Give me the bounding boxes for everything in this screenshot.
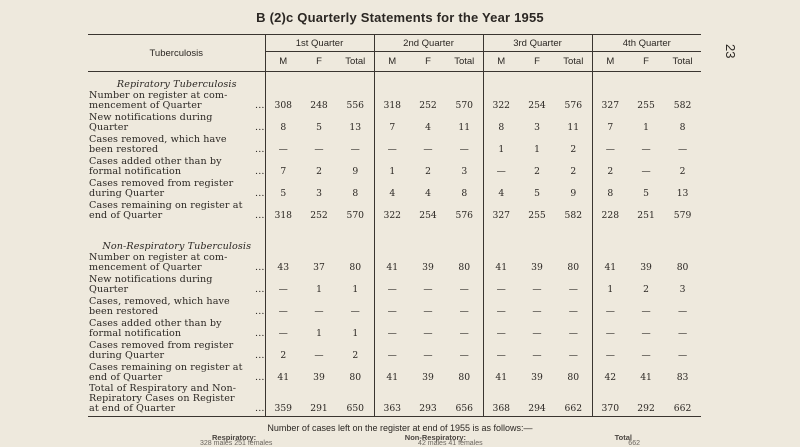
table-cell: 1 [374,156,410,178]
table-cell: 41 [483,362,519,384]
row-label: Cases added other than by formal notification ... [89,318,265,339]
table-cell: 80 [567,262,580,273]
table-cell: — [532,306,542,317]
row-label: New notifications during Quarter ... [89,274,265,295]
sub-header: Total [555,52,592,72]
table-cell: 322 [374,200,410,222]
sub-header: M [265,52,301,72]
table-cell: 2 [679,166,686,177]
table-row [88,112,701,134]
table-cell: — [592,134,628,156]
table-cell: 582 [564,210,583,221]
row-label: New notifications during Quarter ... [89,112,265,133]
sub-header: M [374,52,410,72]
table-cell: 327 [592,90,628,112]
row-label: Cases removed, which have been restored ... [89,134,265,155]
page-number: 23 [723,44,738,59]
table-cell: 41 [374,252,410,274]
table-cell: 327 [483,200,519,222]
table-cell: — [265,318,301,340]
table-cell: 363 [374,384,410,417]
table-cell: — [374,134,410,156]
table-cell: — [483,340,519,362]
sub-header: F [519,52,555,72]
table-cell: 2 [425,166,431,177]
table-cell: 1 [643,122,649,133]
table-cell: — [314,306,324,317]
table-cell: 9 [570,188,577,199]
table-cell: — [265,274,301,296]
quarter-header: 2nd Quarter [374,35,483,52]
row-label-line: mencement of Quarter [89,262,202,273]
table-cell: 80 [458,262,471,273]
table-cell: 41 [592,252,628,274]
table-cell: 576 [564,100,583,111]
table-cell: 39 [313,372,325,383]
row-label: Cases, removed, which have been restored ... [89,296,265,317]
table-cell: — [374,296,410,318]
table-row [88,340,701,362]
table-cell: — [568,328,578,339]
table-cell: 39 [422,372,434,383]
table-cell: 292 [628,384,664,417]
table-cell: — [592,340,628,362]
table-cell: 252 [419,100,437,111]
row-label-line: New notifications during [89,274,213,285]
table-cell: 8 [461,188,468,199]
row-label-line: Total of Respiratory and Non- [89,383,237,394]
row-label-line: Cases removed, which have [89,134,227,145]
table-cell: 318 [265,200,301,222]
table-cell: 80 [567,372,580,383]
table-cell: 3 [679,284,686,295]
table-cell: 2 [352,350,359,361]
table-cell: 80 [349,262,362,273]
sub-header: F [410,52,446,72]
table-row [88,252,701,274]
table-cell: 39 [531,262,543,273]
row-label-line: Cases added other than by [89,156,222,167]
table-cell: — [423,328,433,339]
row-label: Cases remaining on register at end of Quarter ... [89,362,265,383]
table-cell: 291 [301,384,337,417]
table-cell: 1 [534,144,540,155]
table-cell: — [350,144,360,155]
table-cell: 2 [570,144,577,155]
table-cell: 8 [679,122,686,133]
row-label-line: formal notification [89,328,182,339]
footer-value: 662 [628,440,640,447]
row-label: Total of Respiratory and Non- Repiratory Cases on Register at end of Quarter ... [88,384,265,417]
table-cell: 43 [265,252,301,274]
row-label-line: been restored [89,144,159,155]
table-cell: 42 [592,362,628,384]
footer-value: 328 males 251 females [200,440,273,447]
section-title: Non-Respiratory Tuberculosis [102,241,252,252]
table-cell: 37 [313,262,325,273]
table-cell: 5 [534,188,540,199]
table-cell: 1 [316,284,322,295]
table-cell: — [641,306,651,317]
table-cell: 41 [374,362,410,384]
table-cell: 252 [310,210,328,221]
table-cell: — [423,350,433,361]
table-cell: — [592,318,628,340]
table-cell: 1 [483,134,519,156]
table-cell: 80 [676,262,689,273]
footer-values [200,440,640,447]
table-cell: 8 [265,112,301,134]
table-cell: 251 [637,210,655,221]
table-cell: — [374,274,410,296]
table-cell: 11 [458,122,471,133]
row-label: Cases removed from register during Quarter ... [89,340,265,361]
table-cell: — [459,350,469,361]
table-row [88,296,701,318]
table-cell: 13 [676,188,689,199]
table-cell: 80 [349,372,362,383]
row-label-line: formal notification [89,166,182,177]
row-label: Number on register at com- mencement of Quarter ... [89,252,265,273]
table-cell: — [265,134,301,156]
table-cell: — [374,340,410,362]
table-cell: 39 [422,262,434,273]
table-row [88,90,701,112]
table-cell: 83 [676,372,689,383]
table-cell: — [677,144,688,155]
table-cell: 4 [374,178,410,200]
table-cell: — [677,350,688,361]
table-cell: 662 [664,384,701,417]
table-cell: — [423,144,433,155]
table-cell: 3 [461,166,468,177]
row-label-line: Quarter [89,122,129,133]
footer-col: Non-Respiratory: [404,433,467,442]
table-cell: 1 [316,328,322,339]
quarter-header: 3rd Quarter [483,35,592,52]
table-cell: 294 [519,384,555,417]
table-cell: 359 [265,384,301,417]
footer-note: Number of cases left on the register at end of 1955 is as follows:— [267,423,533,433]
table-cell: — [641,350,651,361]
quarter-header: 1st Quarter [265,35,374,52]
table-cell: 650 [337,384,374,417]
table-cell: — [641,328,651,339]
table-cell: — [483,274,519,296]
table-cell: — [641,144,651,155]
table-cell: 3 [534,122,540,133]
total-row [88,384,701,417]
table-cell: 7 [592,112,628,134]
table-cell: 5 [643,188,649,199]
table-cell: 8 [483,112,519,134]
quarterly-statements-table [88,34,701,417]
table-row [88,200,701,222]
table-cell: 2 [570,166,577,177]
table-cell: 248 [310,100,328,111]
table-cell: — [677,328,688,339]
row-label-line: been restored [89,306,159,317]
sub-header: Total [446,52,483,72]
table-cell: 9 [352,166,359,177]
table-cell: 7 [265,156,301,178]
table-cell: 7 [374,112,410,134]
table-cell: — [459,328,469,339]
table-cell: 308 [265,90,301,112]
sub-header: Total [664,52,701,72]
page-title: B (2)c Quarterly Statements for the Year 1955 [256,10,544,25]
table-row [88,274,701,296]
row-label-line: Number on register at com- [89,252,228,263]
table-cell: — [677,306,688,317]
table-cell: — [374,318,410,340]
table-cell: 570 [346,210,365,221]
table-cell: 370 [592,384,628,417]
sub-header: Total [337,52,374,72]
quarter-header: 4th Quarter [592,35,701,52]
section-title: Repiratory Tuberculosis [116,79,237,90]
table-cell: 254 [419,210,437,221]
table-cell: — [459,306,469,317]
table-cell: — [459,144,469,155]
row-label-line: end of Quarter [89,210,163,221]
row-label-line: during Quarter [89,188,165,199]
table-cell: — [483,156,519,178]
row-label-line: Cases remaining on register at [89,362,243,373]
table-cell: 656 [446,384,483,417]
table-cell: — [423,284,433,295]
table-cell: — [568,350,578,361]
footer-value: 42 males 41 females [418,440,483,447]
table-cell: 2 [316,166,322,177]
table-cell: 3 [316,188,322,199]
table-cell: 5 [316,122,322,133]
row-label-header: Tuberculosis [88,35,265,72]
footer-col: Respiratory: [212,433,257,442]
row-label-line: during Quarter [89,350,165,361]
row-label-line: Quarter [89,284,129,295]
table-cell: 2 [592,156,628,178]
sub-header: F [628,52,664,72]
table-cell: — [483,318,519,340]
table-cell: — [568,306,578,317]
table-cell: 368 [483,384,519,417]
table-cell: 8 [352,188,359,199]
table-cell: 556 [346,100,365,111]
table-cell: 579 [673,210,692,221]
row-label-line: Cases remaining on register at [89,200,243,211]
row-label-line: New notifications during [89,112,213,123]
table-cell: — [641,166,651,177]
row-label-line: Cases, removed, which have [89,296,230,307]
table-cell: 582 [673,100,692,111]
row-label-line: Number on register at com- [89,90,228,101]
table-cell: 1 [352,284,359,295]
row-label-line: Repiratory Cases on Register [89,393,235,404]
table-cell: 80 [458,372,471,383]
table-row [88,362,701,384]
table-cell: — [592,296,628,318]
table-cell: 322 [483,90,519,112]
table-cell: — [350,306,360,317]
table-cell: 4 [425,188,431,199]
table-cell: 576 [455,210,474,221]
row-label-line: mencement of Quarter [89,100,202,111]
row-label: Cases added other than by formal notification ... [89,156,265,177]
row-label-line: Cases removed from register [89,340,234,351]
table-cell: 4 [425,122,431,133]
table-cell: 13 [349,122,362,133]
table-row [88,178,701,200]
row-label-line: Cases added other than by [89,318,222,329]
table-cell: 4 [483,178,519,200]
table-cell: 5 [265,178,301,200]
table-cell: 8 [592,178,628,200]
table-cell: — [459,284,469,295]
table-cell: 662 [555,384,592,417]
row-label: Cases remaining on register at end of Quarter ... [89,200,265,221]
table-cell: 1 [592,274,628,296]
row-label: Number on register at com- mencement of Quarter ... [89,90,265,111]
table-cell: 39 [640,262,652,273]
table-cell: 2 [534,166,540,177]
sub-header: M [592,52,628,72]
table-cell: 254 [528,100,546,111]
sub-header: F [301,52,337,72]
table-cell: 41 [483,252,519,274]
table-cell: — [265,296,301,318]
table-row [88,134,701,156]
table-cell: 2 [643,284,649,295]
footer-col: Total [614,433,632,442]
row-label-line: end of Quarter [89,372,163,383]
table-cell: — [532,328,542,339]
table-row [88,156,701,178]
table-cell: 255 [637,100,655,111]
table-cell: — [423,306,433,317]
table-cell: 41 [265,362,301,384]
sub-header: M [483,52,519,72]
row-label-line: at end of Quarter [89,403,176,414]
table-cell: 318 [374,90,410,112]
table-cell: 570 [455,100,474,111]
table-cell: 2 [265,340,301,362]
table-cell: 41 [640,372,652,383]
table-cell: 1 [352,328,359,339]
table-cell: 228 [592,200,628,222]
table-cell: 39 [531,372,543,383]
table-cell: — [483,296,519,318]
table-cell: — [568,284,578,295]
table-cell: 255 [528,210,546,221]
table-cell: — [532,350,542,361]
table-cell: 293 [410,384,446,417]
row-label-line: Cases removed from register [89,178,234,189]
table-cell: — [532,284,542,295]
table-cell: — [314,350,324,361]
row-label: Cases removed from register during Quarter ... [89,178,265,199]
table-cell: 11 [567,122,580,133]
table-row [88,318,701,340]
table-cell: — [314,144,324,155]
